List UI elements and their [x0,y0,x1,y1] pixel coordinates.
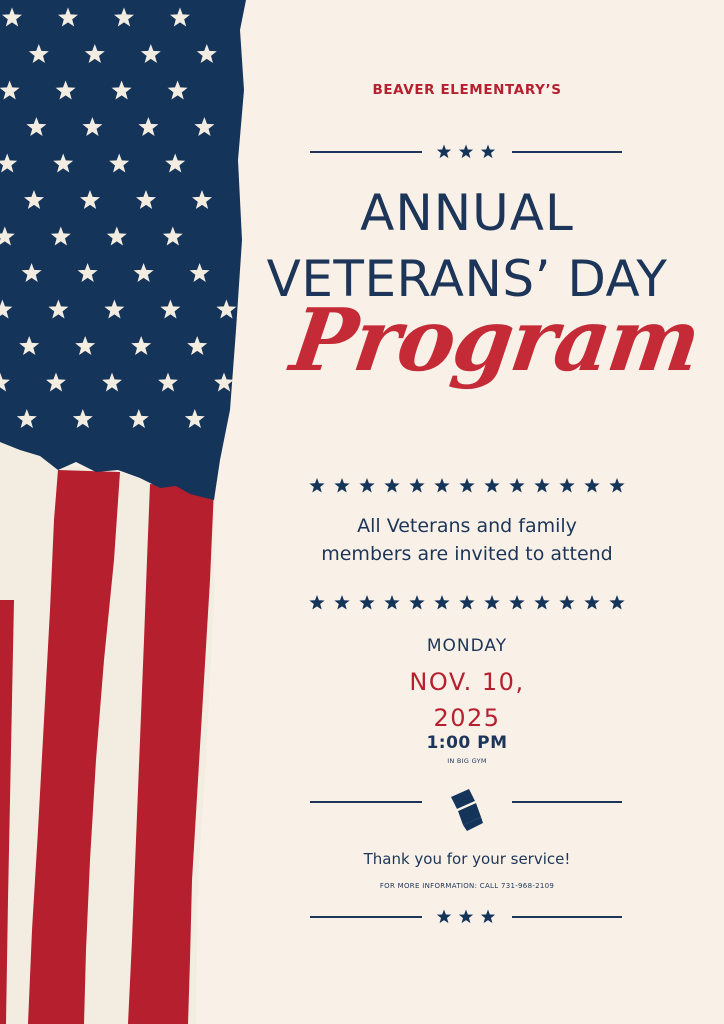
flag-illustration [0,0,250,1024]
star-icon [481,910,495,924]
star-icon [459,478,474,492]
star-icon [359,478,374,492]
event-date [300,664,634,736]
contact-info: FOR MORE INFORMATION: CALL 731-968-2109 [379,882,555,890]
title-line-1: ANNUAL [360,184,574,242]
star-row-top [300,475,634,497]
invitation-text [300,512,634,568]
star-icon [534,478,549,492]
star-icon [409,478,424,492]
star-icon [384,478,399,492]
star-icon [309,595,324,609]
title-script: Program [285,290,705,391]
star-icon [534,595,549,609]
thank-you-message: Thank you for your service! [363,850,571,868]
star-icon [437,145,451,159]
divider-stars [437,145,495,159]
star-icon [484,595,499,609]
title-line-2: VETERANS’ DAY [266,250,668,308]
star-icon [434,478,449,492]
star-row-bottom [300,592,634,614]
star-icon [509,595,524,609]
star-icon [481,145,495,159]
star-icon [437,910,451,924]
star-icon [559,478,574,492]
star-icon [509,478,524,492]
star-icon [309,478,324,492]
star-icon [609,478,624,492]
star-icon [334,595,349,609]
star-icon [334,478,349,492]
star-icon [434,595,449,609]
star-icon [584,595,599,609]
star-icon [384,595,399,609]
flag-canton [0,0,246,500]
star-icon [409,595,424,609]
event-time: 1:00 PM [426,733,508,753]
poster-content [266,0,705,1024]
bottom-divider [300,906,634,926]
school-name: BEAVER ELEMENTARY’S [372,82,562,98]
star-icon [584,478,599,492]
star-icon [459,910,473,924]
divider-stars [437,910,495,924]
top-divider [300,141,634,161]
star-icon [484,478,499,492]
invitation-line-1: All Veterans and family [357,515,577,537]
star-icon [459,595,474,609]
star-icon [559,595,574,609]
event-location: IN BIG GYM [447,757,487,765]
star-icon [459,145,473,159]
event-day: MONDAY [426,636,508,656]
star-icon [359,595,374,609]
event-date-line-2: 2025 [433,704,501,732]
military-hat-icon [443,785,493,835]
flag-stripes [0,440,215,1024]
invitation-line-2: members are invited to attend [321,543,613,565]
event-date-line-1: NOV. 10, [409,668,525,696]
star-icon [609,595,624,609]
